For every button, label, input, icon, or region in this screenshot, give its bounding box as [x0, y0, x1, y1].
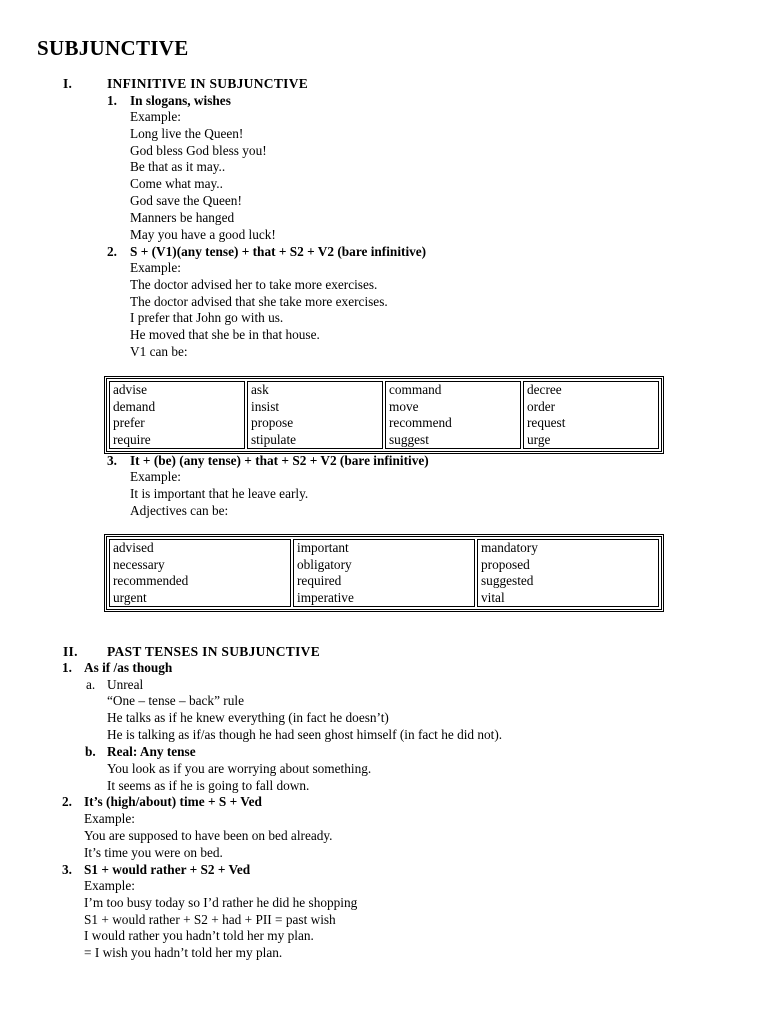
item-2-3-number: 3. [62, 862, 72, 877]
example-line: Example: [130, 109, 181, 124]
table-cell: recommend [389, 415, 452, 430]
table-cell: vital [481, 589, 505, 605]
example-line: God save the Queen! [130, 192, 242, 208]
table-cell: mandatory [481, 540, 538, 555]
table-cell: command [389, 382, 442, 397]
example-line: He talks as if he knew everything (in fact he doesn’t) [107, 709, 389, 725]
table-cell: urge [527, 431, 551, 447]
example-line: Adjectives can be: [130, 502, 229, 518]
section-1-number: I. [63, 76, 73, 91]
table-cell: suggest [389, 431, 429, 447]
table-column [477, 539, 659, 607]
item-1-1-heading: In slogans, wishes [130, 93, 231, 108]
table-cell: stipulate [251, 431, 297, 447]
item-2-2-number: 2. [62, 794, 72, 809]
subitem-b-letter: b. [85, 744, 96, 759]
table-cell: move [389, 398, 419, 414]
table-column [109, 539, 291, 607]
example-line: = I wish you hadn’t told her my plan. [84, 945, 283, 961]
subitem-b-lines [107, 761, 371, 795]
table-cell: necessary [113, 556, 165, 572]
table-cell: required [297, 573, 342, 588]
example-line: The doctor advised her to take more exercises. [130, 276, 378, 292]
table-cell: decree [527, 382, 562, 397]
adjective-list-table [104, 534, 664, 612]
example-line: May you have a good luck! [130, 226, 276, 242]
example-line: It seems as if he is going to fall down. [107, 777, 310, 793]
example-line: Example: [130, 260, 181, 275]
item-1-2-heading: S + (V1)(any tense) + that + S2 + V2 (bare infinitive) [130, 244, 427, 259]
table-cell: proposed [481, 556, 530, 572]
example-line: Come what may.. [130, 176, 223, 192]
example-line: Example: [130, 469, 181, 484]
verb-list-table [104, 376, 664, 454]
item-2-1-heading: As if /as though [84, 660, 173, 675]
table-cell: propose [251, 415, 294, 430]
item-1-2-number: 2. [107, 244, 117, 259]
item-2-1-number: 1. [62, 660, 72, 675]
section-2-number: II. [63, 644, 78, 659]
item-2-2-examples [84, 811, 333, 861]
example-line: The doctor advised that she take more exercises. [130, 293, 388, 309]
example-line: God bless God bless you! [130, 142, 267, 158]
table-column [293, 539, 475, 607]
subitem-a-label: Unreal [107, 677, 144, 692]
example-line: Be that as it may.. [130, 159, 226, 175]
table-cell: obligatory [297, 556, 352, 572]
example-line: He moved that she be in that house. [130, 327, 320, 343]
item-2-3-heading: S1 + would rather + S2 + Ved [84, 862, 251, 877]
example-line: S1 + would rather + S2 + had + PII = past wish [84, 911, 336, 927]
item-1-2-examples [130, 260, 388, 361]
table-cell: urgent [113, 589, 147, 605]
table-cell: demand [113, 398, 156, 414]
example-line: He is talking as if/as though he had seen ghost himself (in fact he did not). [107, 726, 503, 742]
table-cell: advised [113, 540, 154, 555]
table-column [385, 381, 521, 449]
example-line: Long live the Queen! [130, 125, 244, 141]
table-cell: prefer [113, 415, 145, 430]
table-cell: ask [251, 382, 269, 397]
example-line: I prefer that John go with us. [130, 310, 284, 326]
section-1-heading: INFINITIVE IN SUBJUNCTIVE [107, 76, 309, 91]
table-cell: suggested [481, 573, 534, 588]
example-line: Example: [84, 878, 135, 893]
item-1-1-examples [130, 109, 276, 243]
table-cell: insist [251, 398, 280, 414]
subitem-a-letter: a. [86, 677, 96, 692]
table-cell: order [527, 398, 556, 414]
item-1-3-examples [130, 469, 308, 519]
example-line: It’s time you were on bed. [84, 844, 223, 860]
document-title: SUBJUNCTIVE [37, 36, 189, 60]
table-cell: request [527, 415, 566, 430]
item-2-2-heading: It’s (high/about) time + S + Ved [84, 794, 262, 809]
item-1-3-heading: It + (be) (any tense) + that + S2 + V2 (bare infinitive) [130, 453, 429, 468]
table-cell: advise [113, 382, 147, 397]
table-cell: important [297, 540, 349, 555]
section-2-heading: PAST TENSES IN SUBJUNCTIVE [107, 644, 320, 659]
item-2-3-examples [84, 878, 357, 962]
item-1-3-number: 3. [107, 453, 117, 468]
table-column [247, 381, 383, 449]
table-column [109, 381, 245, 449]
table-column [523, 381, 659, 449]
example-line: “One – tense – back” rule [107, 693, 244, 708]
example-line: It is important that he leave early. [130, 485, 309, 501]
table-cell: require [113, 431, 151, 447]
item-1-1-number: 1. [107, 93, 117, 108]
example-line: I’m too busy today so I’d rather he did he shopping [84, 894, 358, 910]
example-line: Example: [84, 811, 135, 826]
example-line: Manners be hanged [130, 209, 235, 225]
table-cell: recommended [113, 573, 189, 588]
example-line: You are supposed to have been on bed already. [84, 827, 333, 843]
table-cell: imperative [297, 589, 354, 605]
example-line: V1 can be: [130, 343, 188, 359]
example-line: I would rather you hadn’t told her my plan. [84, 928, 314, 944]
example-line: You look as if you are worrying about something. [107, 761, 372, 776]
subitem-b-label: Real: Any tense [107, 744, 196, 759]
subitem-a-lines [107, 693, 502, 743]
